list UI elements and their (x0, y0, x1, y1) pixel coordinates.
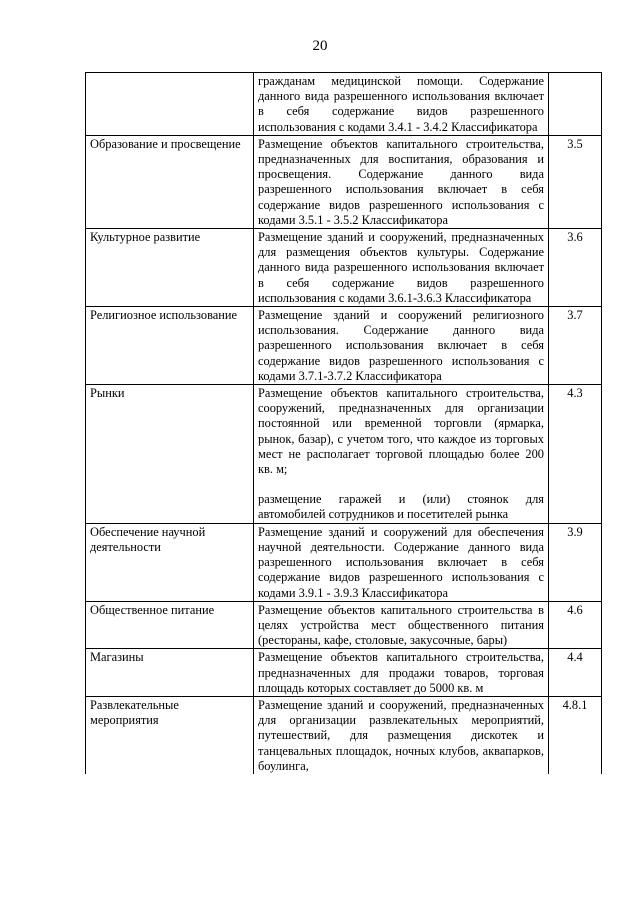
use-description (254, 73, 549, 136)
use-type-name: Образование и просвещение (86, 135, 254, 228)
description-paragraph: Размещение объектов капитального строительства, предназначенных для воспитания, образования и просвещения. Содержание данного вида разрешенного использования включает в себя содержание видов разрешенного использования с кодами 3.5.1 - 3.5.2 Классификатора (258, 136, 544, 227)
description-paragraph: Размещение зданий и сооружений для обеспечения научной деятельности. Содержание данного вида разрешенного использования включает в себя содержание видов разрешенного использования с кодами 3.9.1 - 3.9.3 Классификатора (258, 524, 544, 600)
use-description (254, 649, 549, 697)
use-description (254, 385, 549, 524)
use-description (254, 523, 549, 601)
classifier-code: 3.9 (549, 523, 602, 601)
classifier-code: 3.7 (549, 307, 602, 385)
use-description (254, 601, 549, 649)
table-row (86, 696, 602, 774)
table-row (86, 385, 602, 524)
classifier-code: 4.4 (549, 649, 602, 697)
use-type-name: Культурное развитие (86, 229, 254, 307)
page-number: 20 (312, 38, 328, 54)
classifier-code (549, 73, 602, 136)
use-description (254, 307, 549, 385)
classifier-code: 4.8.1 (549, 696, 602, 774)
use-description (254, 229, 549, 307)
table-row (86, 229, 602, 307)
use-description (254, 696, 549, 774)
use-description (254, 135, 549, 228)
table-row (86, 601, 602, 649)
description-paragraph: Размещение объектов капитального строительства, сооружений, предназначенных для организации постоянной или временной торговли (ярмарка, рынок, базар), с учетом того, что каждое из торговых мест не располагает торговой площадью более 200 кв. м; (258, 386, 544, 477)
description-paragraph: Размещение объектов капитального строительства в целях устройства мест общественного питания (рестораны, кафе, столовые, закусочные, бары) (258, 602, 544, 648)
use-type-name: Обеспечение научной деятельности (86, 523, 254, 601)
description-paragraph: размещение гаражей и (или) стоянок для автомобилей сотрудников и посетителей рынка (258, 492, 544, 522)
table-row (86, 307, 602, 385)
classifier-code: 3.6 (549, 229, 602, 307)
description-paragraph: Размещение зданий и сооружений религиозного использования. Содержание данного вида разрешенного использования включает в себя содержание видов разрешенного использования с кодами 3.7.1-3.7.2 Классификатора (258, 308, 544, 383)
use-type-name: Развлекательные мероприятия (86, 696, 254, 774)
use-type-name: Религиозное использование (86, 307, 254, 385)
use-type-name: Общественное питание (86, 601, 254, 649)
use-type-name (86, 73, 254, 136)
use-type-name: Рынки (86, 385, 254, 524)
description-paragraph: Размещение объектов капитального строительства, предназначенных для продажи товаров, торговая площадь которых составляет до 5000 кв. м (258, 650, 544, 695)
table-row (86, 523, 602, 601)
land-use-table (85, 72, 602, 774)
use-type-name: Магазины (86, 649, 254, 697)
table-row (86, 73, 602, 136)
description-paragraph: гражданам медицинской помощи. Содержание данного вида разрешенного использования включает в себя содержание видов разрешенного использования с кодами 3.4.1 - 3.4.2 Классификатора (258, 74, 544, 134)
table-row (86, 135, 602, 228)
classifier-code: 4.3 (549, 385, 602, 524)
classifier-code: 4.6 (549, 601, 602, 649)
description-paragraph: Размещение зданий и сооружений, предназначенных для организации развлекательных мероприятий, путешествий, для размещения дискотек и танцевальных площадок, ночных клубов, аквапарков, боулинга, (258, 697, 544, 773)
table-row (86, 649, 602, 697)
classifier-code: 3.5 (549, 135, 602, 228)
description-paragraph: Размещение зданий и сооружений, предназначенных для размещения объектов культуры. Содержание данного вида разрешенного использования включает в себя содержание видов разрешенного использования с кодами 3.6.1-3.6.3 Классификатора (258, 230, 544, 305)
